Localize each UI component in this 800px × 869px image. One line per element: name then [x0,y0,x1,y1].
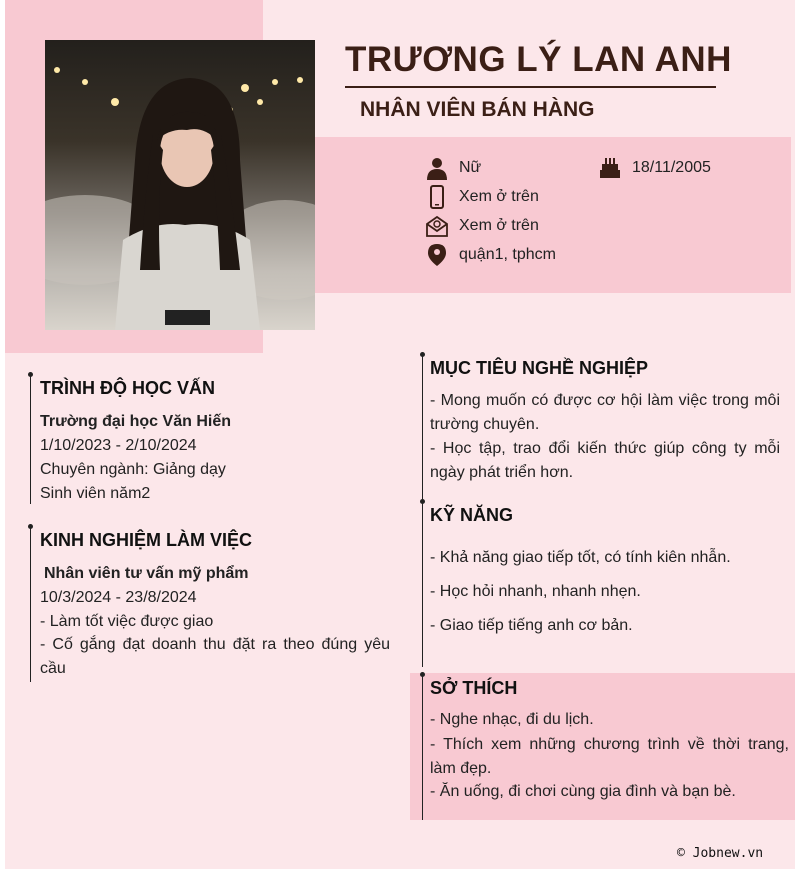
education-major: Chuyên ngành: Giảng dạy [40,461,226,478]
experience-heading: KINH NGHIỆM LÀM VIỆC [40,530,253,550]
education-school: Trường đại học Văn Hiến [40,413,231,430]
phone-icon [425,185,449,209]
person-icon [425,156,449,180]
job-title: NHÂN VIÊN BÁN HÀNG [360,98,595,121]
birthday-cake-icon [598,156,622,180]
skills-dot [420,499,425,504]
candidate-name: TRƯƠNG LÝ LAN ANH [345,40,716,88]
skills-item: - Học hỏi nhanh, nhanh nhẹn. [430,583,641,600]
skills-heading: KỸ NĂNG [430,505,514,525]
education-note: Sinh viên năm2 [40,485,151,502]
objective-item: - Học tập, trao đổi kiến thức giúp công ty mỗi ngày phát triển hơn. [430,440,780,481]
phone-row [425,185,539,209]
hobbies-dot [420,672,425,677]
skills-item: - Giao tiếp tiếng anh cơ bản. [430,617,633,634]
location-pin-icon [425,243,449,267]
email-row [425,214,539,238]
birthday-value: 18/11/2005 [632,159,711,176]
profile-photo [45,40,315,330]
hobbies-item: - Thích xem những chương trình về thời trang, làm đẹp. [430,736,789,777]
education-rail [30,374,31,504]
contact-info-panel [315,137,791,293]
experience-period: 10/3/2024 - 23/8/2024 [40,589,197,606]
education-heading: TRÌNH ĐỘ HỌC VẤN [40,378,215,398]
birthday-row [598,156,711,180]
footer-credit: © Jobnew.vn [677,846,764,861]
gender-row [425,156,481,180]
email-icon [425,214,449,238]
right-column-rail [422,354,423,667]
gender-value: Nữ [459,159,482,176]
hobbies-rail [422,674,423,820]
skills-item: - Khả năng giao tiếp tốt, có tính kiên nhẫn. [430,549,731,566]
address-row [425,243,556,267]
hobbies-heading: SỞ THÍCH [430,678,518,698]
objective-item: - Mong muốn có được cơ hội làm việc trong môi trường chuyên. [430,392,780,433]
education-period: 1/10/2023 - 2/10/2024 [40,437,197,454]
experience-rail [30,526,31,682]
phone-value: Xem ở trên [459,188,539,205]
email-value: Xem ở trên [459,217,539,234]
education-dot [28,372,33,377]
experience-detail: - Cố gắng đạt doanh thu đặt ra theo đúng yêu cầu [40,636,390,677]
objective-dot [420,352,425,357]
hobbies-item: - Ăn uống, đi chơi cùng gia đình và bạn bè. [430,783,736,800]
experience-dot [28,524,33,529]
objective-heading: MỤC TIÊU NGHỀ NGHIỆP [430,358,649,378]
experience-detail: - Làm tốt việc được giao [40,613,214,630]
experience-position: Nhân viên tư vấn mỹ phẩm [44,565,249,582]
hobbies-item: - Nghe nhạc, đi du lịch. [430,711,594,728]
address-value: quận1, tphcm [459,246,556,263]
